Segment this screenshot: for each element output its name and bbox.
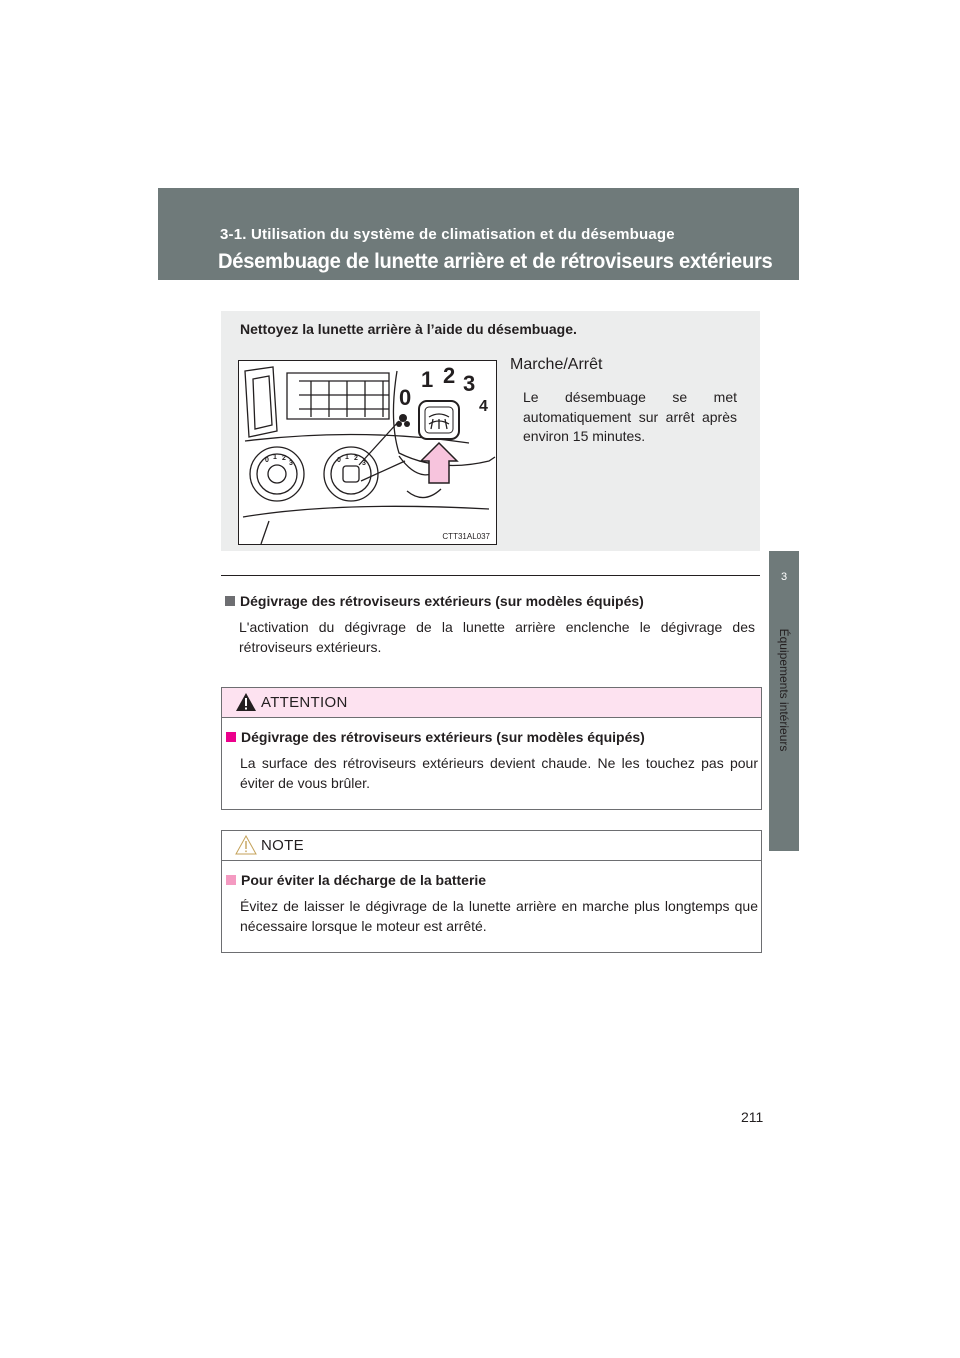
left-vent-inner (253, 376, 272, 429)
bullet-square-icon (226, 875, 236, 885)
info-block (225, 593, 755, 657)
dial-label-0: 0 (399, 385, 412, 410)
center-vent-frame (287, 373, 389, 419)
note-label: NOTE (261, 837, 304, 854)
mode-knob-outer (324, 447, 378, 501)
figure-code: CTT31AL037 (442, 532, 490, 541)
svg-text:2: 2 (282, 455, 286, 462)
svg-text:0: 0 (337, 457, 341, 464)
attention-label: ATTENTION (261, 694, 348, 711)
attention-box (221, 687, 762, 810)
info-heading: Dégivrage des rétroviseurs extérieurs (sur modèles équipés) (240, 593, 644, 609)
warning-triangle-icon (235, 692, 257, 712)
section-header (158, 188, 799, 280)
attention-heading: Dégivrage des rétroviseurs extérieurs (sur modèles équipés) (241, 729, 645, 745)
chapter-number: 3 (780, 571, 788, 583)
chapter-label-text: Équipements intérieurs (777, 628, 791, 752)
svg-text:3: 3 (289, 460, 293, 467)
page-number: 211 (741, 1109, 764, 1125)
note-header (222, 831, 761, 861)
bullet-square-icon (226, 732, 236, 742)
attention-header (222, 688, 761, 718)
svg-text:2: 2 (354, 455, 358, 462)
defogger-illustration (238, 360, 497, 545)
section-divider (221, 575, 760, 576)
chapter-label (769, 600, 799, 780)
section-title: 3-1. Utilisation du système de climatisation et du désembuage (220, 226, 675, 243)
note-text: Évitez de laisser le dégivrage de la lunette arrière en marche plus longtemps que nécessaire lorsque le moteur est arrêté. (240, 898, 758, 934)
svg-text:0: 0 (265, 457, 269, 464)
fan-knob-outer (250, 447, 304, 501)
page-title: Désembuage de lunette arrière et de rétroviseurs extérieurs (218, 250, 773, 273)
svg-text:3: 3 (362, 460, 366, 467)
dial-label-1: 1 (421, 367, 434, 392)
panel-bottom-curve (243, 506, 489, 517)
instruction-text: Nettoyez la lunette arrière à l’aide du désembuage. (240, 321, 577, 337)
fan-icon (396, 414, 410, 427)
dial-label-3: 3 (463, 371, 476, 396)
instruction-panel (221, 311, 760, 551)
notice-triangle-icon (235, 835, 257, 855)
svg-text:1: 1 (345, 454, 349, 461)
note-box (221, 830, 762, 953)
item-description: Le désembuage se met automatiquement sur arrêt après environ 15 minutes. (523, 389, 737, 444)
attention-text: La surface des rétroviseurs extérieurs devient chaude. Ne les touchez pas pour éviter de vous brûler. (240, 755, 758, 791)
info-text: L'activation du dégivrage de la lunette arrière enclenche le dégivrage des rétroviseurs extérieurs. (239, 619, 755, 655)
dial-label-2: 2 (443, 363, 456, 388)
dashboard-drawing (239, 361, 496, 544)
callout-line-top (359, 421, 399, 465)
item-title: Marche/Arrêt (510, 356, 603, 373)
dial-label-4: 4 (479, 398, 488, 415)
svg-text:1: 1 (273, 454, 277, 461)
bullet-square-icon (225, 596, 235, 606)
note-heading: Pour éviter la décharge de la batterie (241, 872, 487, 888)
